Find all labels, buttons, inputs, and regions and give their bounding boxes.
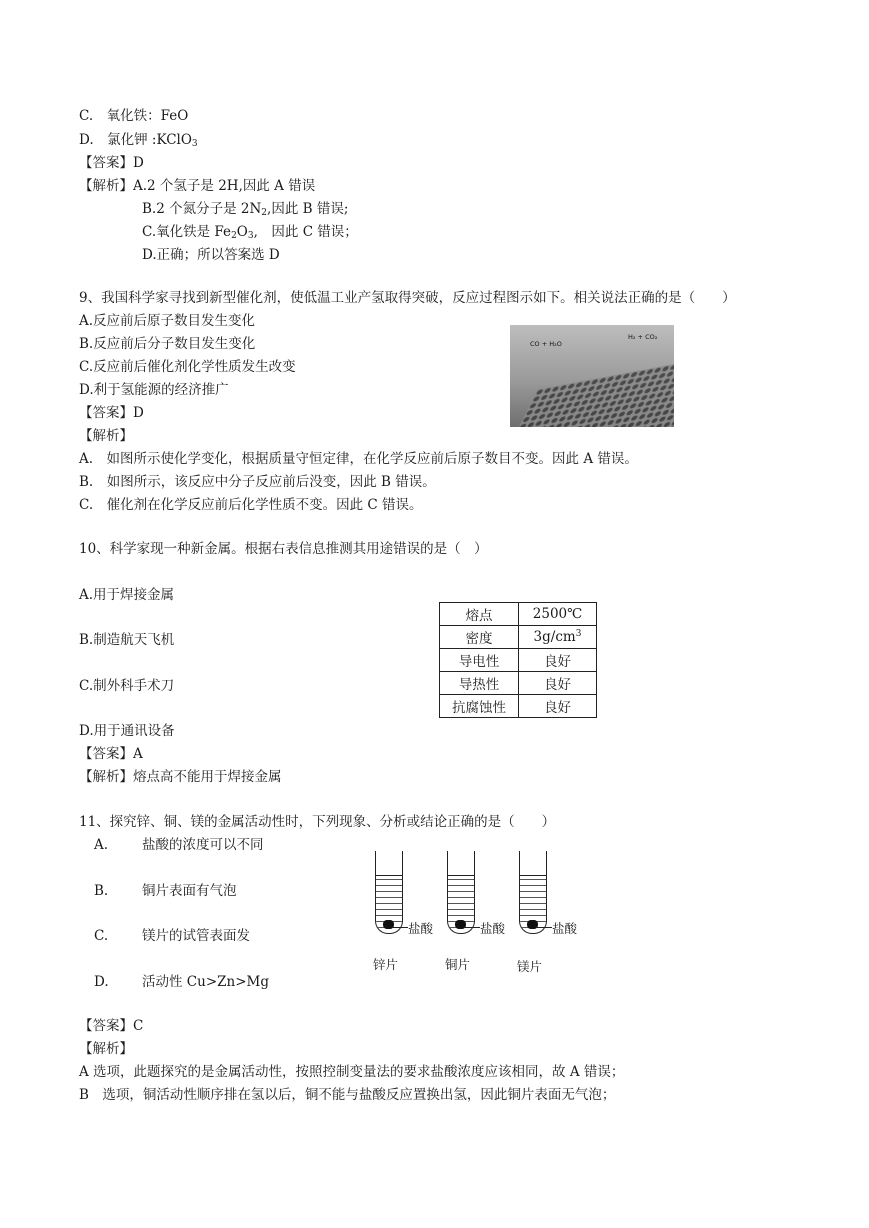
- q11-analysis-b: B 选项，铜活动性顺序排在氢以后，铜不能与盐酸反应置换出氢，因此铜片表面无气泡；: [79, 1087, 616, 1103]
- q10-option-c: C.制外科手术刀: [79, 678, 175, 694]
- q10-option-a: A.用于焊接金属: [79, 587, 175, 603]
- photo-label-reactants: CO + H₂O: [530, 340, 562, 348]
- table-row: [440, 603, 597, 626]
- q10-stem: 10、科学家现一种新金属。根据右表信息推测其用途错误的是（ ）: [79, 541, 488, 557]
- q11-option-b: B. 铜片表面有气泡: [94, 883, 237, 899]
- q9-option-a: A.反应前后原子数目发生变化: [79, 313, 256, 329]
- q11-option-d: D. 活动性 Cu>Zn>Mg: [94, 974, 269, 990]
- q9-answer: 【答案】D: [79, 405, 144, 421]
- catalyst-reaction-photo: [510, 325, 674, 427]
- metal-label: 铜片: [445, 957, 471, 972]
- q9-option-b: B.反应前后分子数目发生变化: [79, 336, 256, 352]
- table-row: [440, 626, 597, 649]
- test-tube-copper: [447, 851, 475, 934]
- q9-option-c: C.反应前后催化剂化学性质发生改变: [79, 359, 296, 375]
- q8-analysis-c: C.氧化铁是 $Fe_2O_3$, 因此 C 错误；: [142, 224, 358, 241]
- photo-label-products: H₂ + CO₂: [628, 333, 658, 341]
- q10-option-d: D.用于通讯设备: [79, 723, 175, 739]
- q11-analysis-a: A 选项，此题探究的是金属活动性，按照控制变量法的要求盐酸浓度应该相同，故 A 错误；: [79, 1064, 625, 1080]
- test-tube-magnesium: [519, 851, 547, 934]
- q9-analysis-b: B. 如图所示，该反应中分子反应前后没变，因此 B 错误。: [79, 474, 436, 490]
- q10-answer: 【答案】A: [79, 746, 143, 762]
- acid-label: 盐酸: [552, 921, 578, 936]
- q9-stem: 9、我国科学家寻找到新型催化剂，使低温工业产氢取得突破，反应过程图示如下。相关说法正确的是（ ）: [79, 290, 736, 306]
- q11-option-c: C. 镁片的试管表面发: [94, 928, 250, 944]
- metal-properties-table: [439, 602, 597, 718]
- table-row: [440, 695, 597, 718]
- property-value: 2500℃: [519, 603, 597, 626]
- property-name: 密度: [440, 626, 519, 649]
- q11-option-a: A. 盐酸的浓度可以不同: [94, 837, 264, 853]
- q8-analysis-b: B.2 个氮分子是 $2N_2$,因此 B 错误;: [142, 201, 349, 218]
- q11-answer: 【答案】C: [79, 1018, 144, 1034]
- q8-answer: 【答案】D: [79, 155, 144, 171]
- metal-label: 镁片: [517, 959, 543, 974]
- property-name: 抗腐蚀性: [440, 695, 519, 718]
- property-value: $3g/cm^3$: [519, 626, 597, 649]
- acid-label: 盐酸: [408, 921, 434, 936]
- q11-analysis-title: 【解析】: [79, 1041, 133, 1057]
- metal-label: 锌片: [373, 957, 399, 972]
- property-name: 熔点: [440, 603, 519, 626]
- property-name: 导电性: [440, 649, 519, 672]
- q10-option-b: B.制造航天飞机: [79, 632, 175, 648]
- q10-analysis: 【解析】熔点高不能用于焊接金属: [79, 769, 282, 785]
- acid-label: 盐酸: [480, 921, 506, 936]
- q8-analysis-d: D.正确；所以答案选 D: [142, 247, 280, 263]
- q9-option-d: D.利于氢能源的经济推广: [79, 382, 229, 398]
- property-value: 良好: [519, 649, 597, 672]
- acid-leader-line: [392, 927, 408, 928]
- q8-option-c: C. 氧化铁：FeO: [79, 108, 189, 124]
- acid-leader-line: [464, 927, 480, 928]
- test-tube-zinc: [375, 851, 403, 934]
- q9-analysis-title: 【解析】: [79, 428, 133, 444]
- property-name: 导热性: [440, 672, 519, 695]
- q8-option-d: D. 氯化钾 :KClO$_3$: [79, 132, 198, 149]
- q9-analysis-c: C. 催化剂在化学反应前后化学性质不变。因此 C 错误。: [79, 497, 423, 513]
- q9-analysis-a: A. 如图所示使化学变化，根据质量守恒定律，在化学反应前后原子数目不变。因此 A 错误。: [79, 451, 638, 467]
- q11-stem: 11、探究锌、铜、镁的金属活动性时，下列现象、分析或结论正确的是（ ）: [79, 814, 556, 830]
- catalyst-surface: [510, 358, 674, 427]
- table-row: [440, 649, 597, 672]
- q8-analysis-a: 【解析】A.2 个氢子是 2H,因此 A 错误: [79, 178, 316, 194]
- table-row: [440, 672, 597, 695]
- property-value: 良好: [519, 695, 597, 718]
- acid-leader-line: [536, 927, 552, 928]
- property-value: 良好: [519, 672, 597, 695]
